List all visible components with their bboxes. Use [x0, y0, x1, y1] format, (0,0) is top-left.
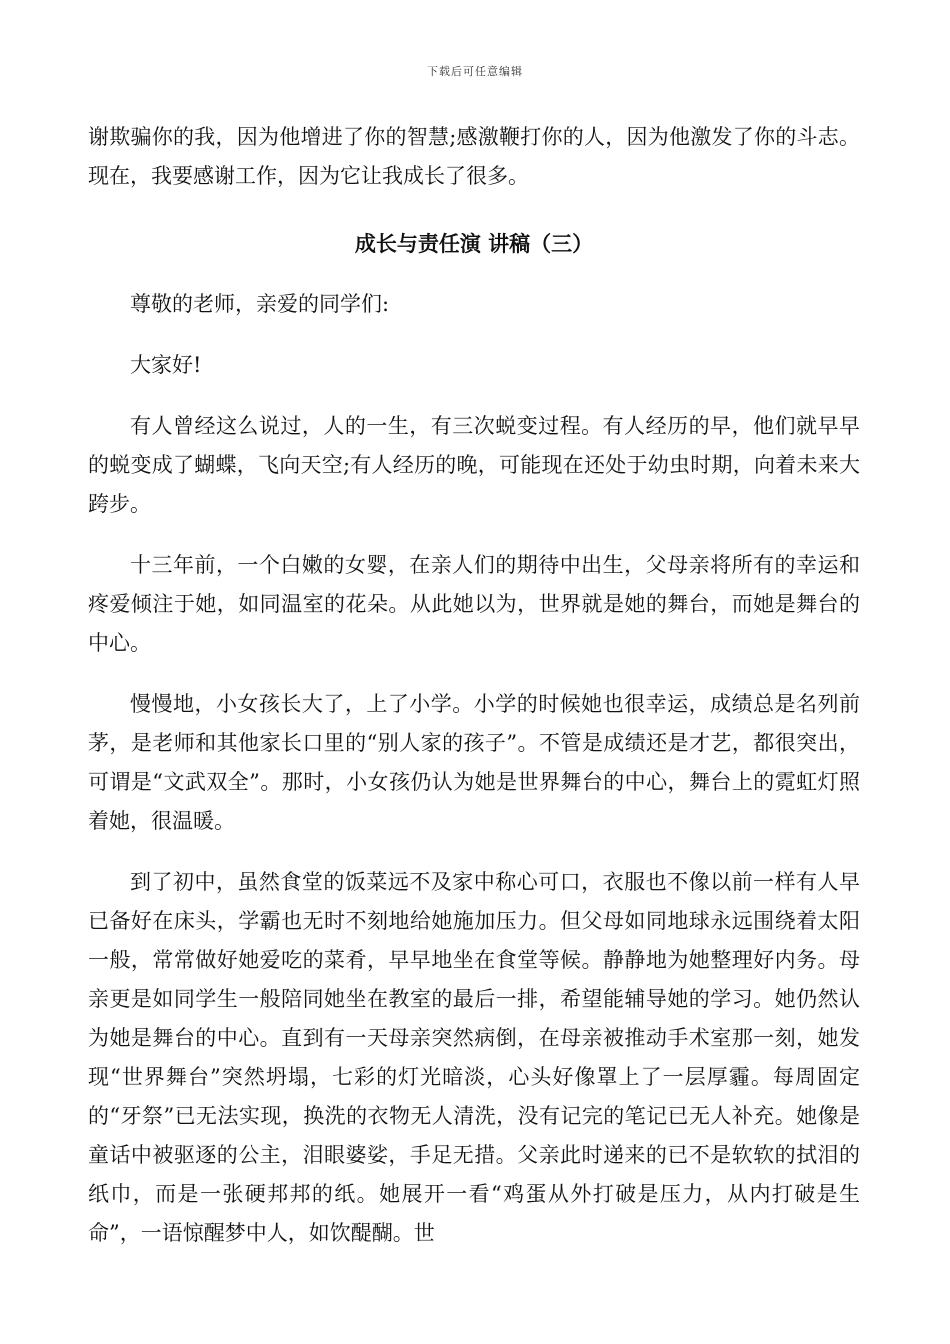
- paragraph: 十三年前，一个白嫩的女婴，在亲人们的期待中出生，父母亲将所有的幸运和疼爱倾注于她，如同温室的花朵。从此她以为，世界就是她的舞台，而她是舞台的中心。: [88, 553, 860, 655]
- header-note: 下载后可任意编辑: [427, 65, 523, 78]
- continued-paragraph: 谢欺骗你的我，因为他增进了你的智慧;感激鞭打你的人，因为他激发了你的斗志。现在，我要感谢工作，因为它让我成长了很多。: [88, 125, 860, 188]
- document-title: 成长与责任演 讲稿（三）: [354, 231, 594, 256]
- paragraph: 到了初中，虽然食堂的饭菜远不及家中称心可口，衣服也不像以前一样有人早已备好在床头，学霸也无时不刻地给她施加压力。但父母如同地球永远围绕着太阳一般，常常做好她爱吃的菜肴，早早地坐在食堂等候。静静地为她整理好内务。母亲更是如同学生一般陪同她坐在教室的最后一排，希望能辅导她的学习。她仍然认为她是舞台的中心。直到有一天母亲突然病倒，在母亲被推动手术室那一刻，她发现“世界舞台”突然坍塌，七彩的灯光暗淡，心头好像罩上了一层厚霾。每周固定的“牙祭”已无法实现，换洗的衣物无人清洗，没有记完的笔记已无人补充。她像是童话中被驱逐的公主，泪眼婆娑，手足无措。父亲此时递来的已不是软软的拭泪的纸巾，而是一张硬邦邦的纸。她展开一看“鸡蛋从外打破是压力，从内打破是生命”，一语惊醒梦中人，如饮醍醐。世: [88, 870, 860, 1245]
- document-body: [88, 118, 860, 1253]
- paragraph: 慢慢地，小女孩长大了，上了小学。小学的时候她也很幸运，成绩总是名列前茅，是老师和其他家长口里的“别人家的孩子”。不管是成绩还是才艺，都很突出，可谓是“文武双全”。那时，小女孩仍认为她是世界舞台的中心，舞台上的霓虹灯照着她，很温暖。: [88, 692, 860, 833]
- greeting: 大家好!: [130, 353, 202, 377]
- salutation: 尊敬的老师，亲爱的同学们:: [130, 292, 390, 316]
- paragraph: 有人曾经这么说过，人的一生，有三次蜕变过程。有人经历的早，他们就早早的蜕变成了蝴蝶，飞向天空;有人经历的晚，可能现在还处于幼虫时期，向着未来大跨步。: [88, 414, 860, 516]
